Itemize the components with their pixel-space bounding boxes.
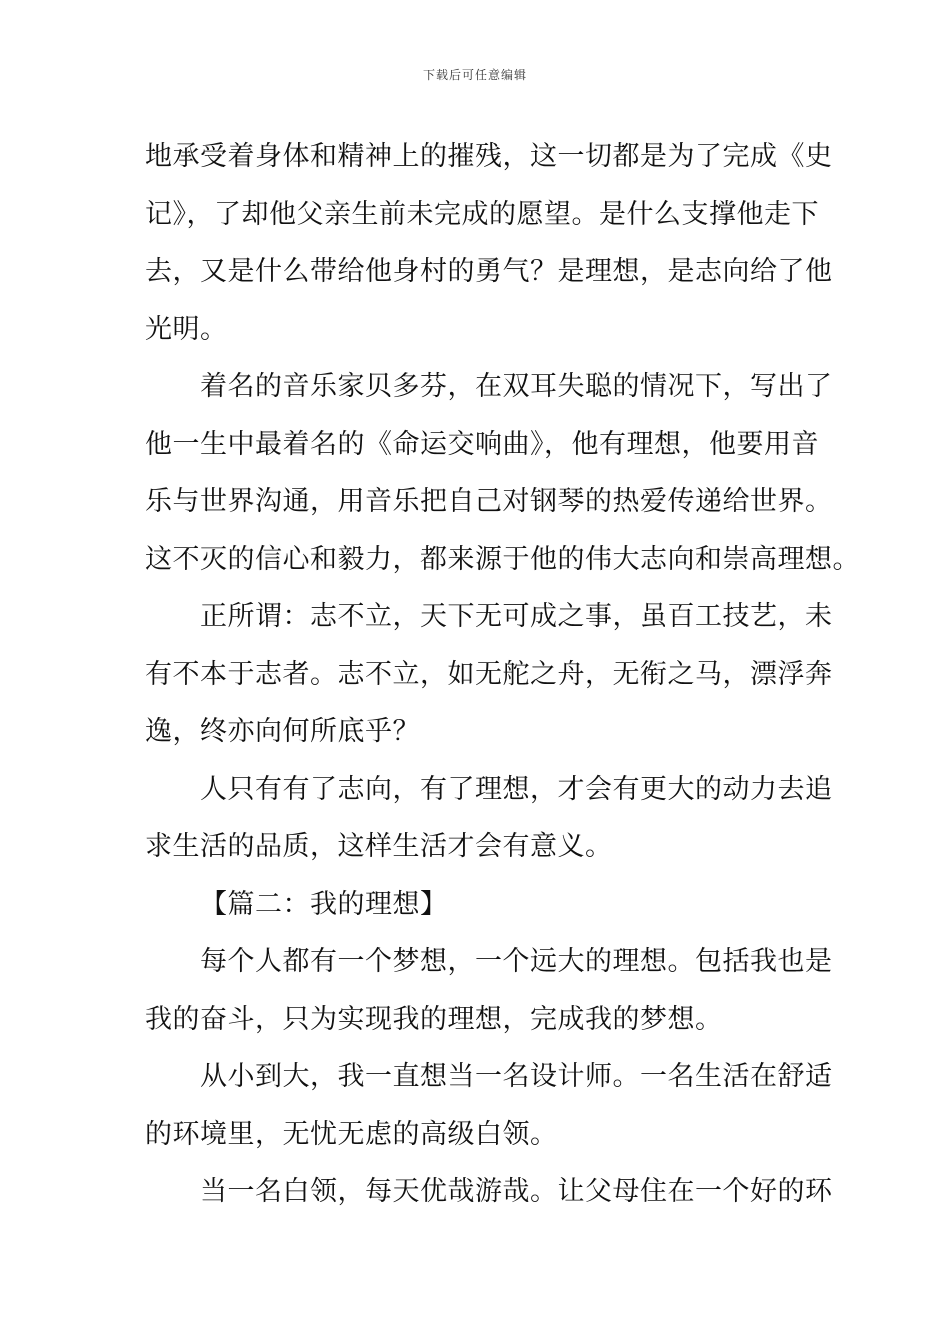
text-line: 人只有有了志向，有了理想，才会有更大的动力去追 [200, 773, 833, 805]
text-line: 的环境里，无忧无虑的高级白领。 [145, 1118, 558, 1150]
text-line: 求生活的品质，这样生活才会有意义。 [145, 831, 613, 862]
text-line: 乐与世界沟通，用音乐把自己对钢琴的热爱传递给世界。 [145, 486, 833, 517]
page-header: 下载后可任意编辑 [422, 68, 527, 82]
text-line: 去，又是什么带给他身村的勇气？是理想，是志向给了他 [145, 256, 833, 287]
text-line: 当一名白领，每天优哉游哉。让父母住在一个好的环 [200, 1176, 833, 1207]
text-line: 我的奋斗，只为实现我的理想，完成我的梦想。 [145, 1003, 723, 1035]
text-line: 他一生中最着名的《命运交响曲》，他有理想，他要用音 [145, 428, 819, 460]
text-line: 着名的音乐家贝多芬，在双耳失聪的情况下，写出了 [200, 371, 833, 402]
text-line: 地承受着身体和精神上的摧残，这一切都是为了完成《史 [145, 141, 833, 172]
text-line: 每个人都有一个梦想，一个远大的理想。包括我也是 [200, 946, 833, 977]
text-line: 光明。 [145, 313, 228, 345]
text-line: 正所谓：志不立，天下无可成之事，虽百工技艺，未 [200, 601, 833, 632]
text-line: 【篇二：我的理想】 [200, 888, 448, 920]
text-line: 逸，终亦向何所底乎？ [145, 716, 420, 747]
text-line: 有不本于志者。志不立，如无舵之舟，无衔之马，漂浮奔 [145, 658, 833, 690]
text-line: 这不灭的信心和毅力，都来源于他的伟大志向和崇高理想。 [145, 543, 860, 575]
text-line: 从小到大，我一直想当一名设计师。一名生活在舒适 [200, 1061, 833, 1092]
body-text [145, 128, 860, 1221]
text-line: 记》，了却他父亲生前未完成的愿望。是什么支撑他走下 [145, 198, 819, 230]
